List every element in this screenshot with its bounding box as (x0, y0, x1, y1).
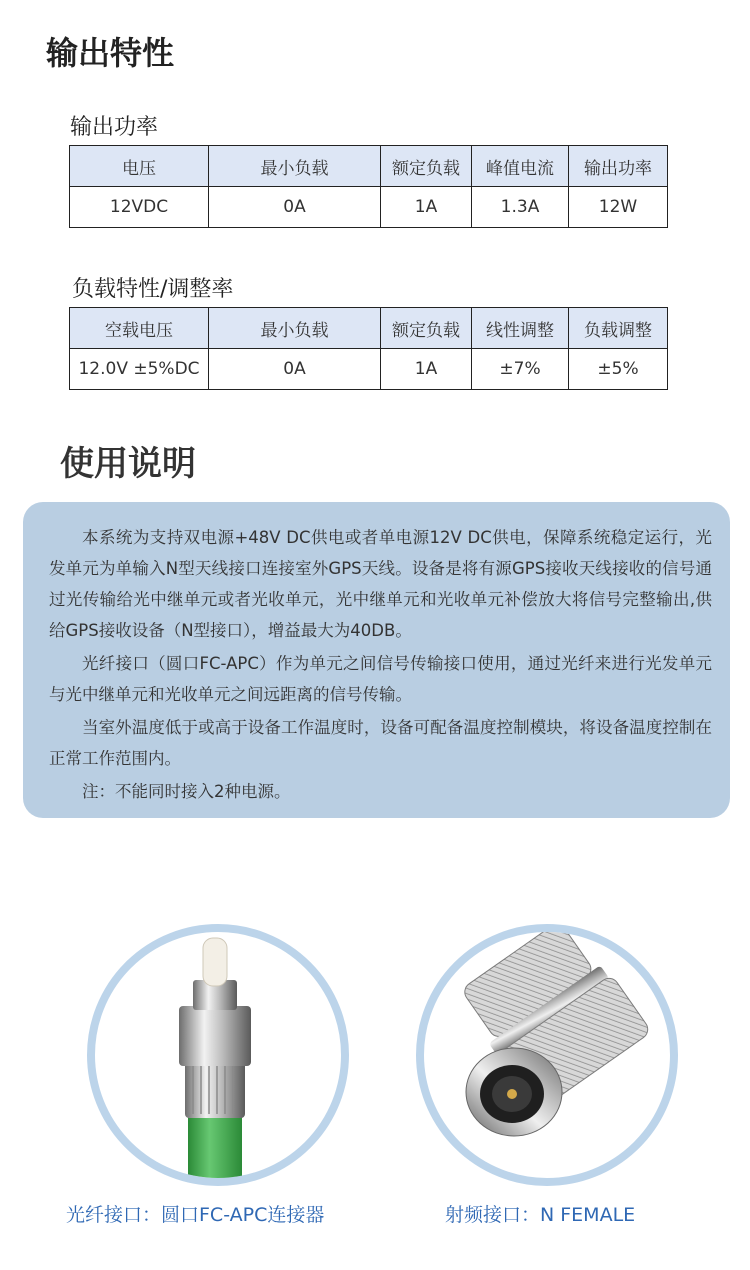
n-female-connector-icon (424, 932, 670, 1178)
table-cell: 1.3A (472, 187, 569, 228)
header-cell: 额定负载 (381, 308, 472, 349)
table-title-load-regulation: 负载特性/调整率 (72, 277, 234, 302)
header-cell: 输出功率 (569, 146, 668, 187)
table-cell: 12.0V ±5%DC (70, 349, 209, 390)
table-row (70, 349, 668, 390)
usage-paragraph: 光纤接口（圆口FC-APC）作为单元之间信号传输接口使用，通过光纤来进行光发单元与光中继单元和光收单元之间远距离的信号传输。 (49, 654, 712, 704)
table-row (70, 187, 668, 228)
header-cell: 负载调整 (569, 308, 668, 349)
caption-fiber-interface: 光纤接口：圆口FC-APC连接器 (66, 1204, 325, 1226)
caption-rf-interface: 射频接口：N FEMALE (445, 1204, 636, 1226)
header-cell: 最小负载 (209, 146, 381, 187)
header-cell: 电压 (70, 146, 209, 187)
load-regulation-table (69, 307, 668, 390)
table-cell: ±5% (569, 349, 668, 390)
section-title-usage: 使用说明 (60, 444, 196, 484)
table-header-row (70, 308, 668, 349)
table-cell: 12W (569, 187, 668, 228)
n-female-connector-image (416, 924, 678, 1186)
table-cell: 12VDC (70, 187, 209, 228)
fc-apc-connector-image (87, 924, 349, 1186)
table-cell: 0A (209, 187, 381, 228)
usage-paragraph: 当室外温度低于或高于设备工作温度时，设备可配备温度控制模块，将设备温度控制在正常工作范围内。 (49, 718, 712, 768)
output-power-table (69, 145, 668, 228)
usage-notes-panel (23, 502, 730, 818)
fc-apc-connector-icon (95, 932, 341, 1178)
header-cell: 额定负载 (381, 146, 472, 187)
header-cell: 最小负载 (209, 308, 381, 349)
section-title-output: 输出特性 (46, 34, 175, 72)
table-header-row (70, 146, 668, 187)
usage-note: 注：不能同时接入2种电源。 (82, 782, 291, 801)
table-title-output-power: 输出功率 (70, 115, 159, 140)
header-cell: 线性调整 (472, 308, 569, 349)
table-cell: 0A (209, 349, 381, 390)
table-cell: 1A (381, 349, 472, 390)
usage-paragraph: 本系统为支持双电源+48V DC供电或者单电源12V DC供电，保障系统稳定运行，光发单元为单输入N型天线接口连接室外GPS天线。设备是将有源GPS接收天线接收的信号通过光传输给光中继单元或者光收单元，光中继单元和光收单元补偿放大将信号完整输出,供给GPS接收设备（N型接口），增益最大为40DB。 (49, 528, 712, 640)
header-cell: 空载电压 (70, 308, 209, 349)
table-cell: ±7% (472, 349, 569, 390)
table-cell: 1A (381, 187, 472, 228)
header-cell: 峰值电流 (472, 146, 569, 187)
